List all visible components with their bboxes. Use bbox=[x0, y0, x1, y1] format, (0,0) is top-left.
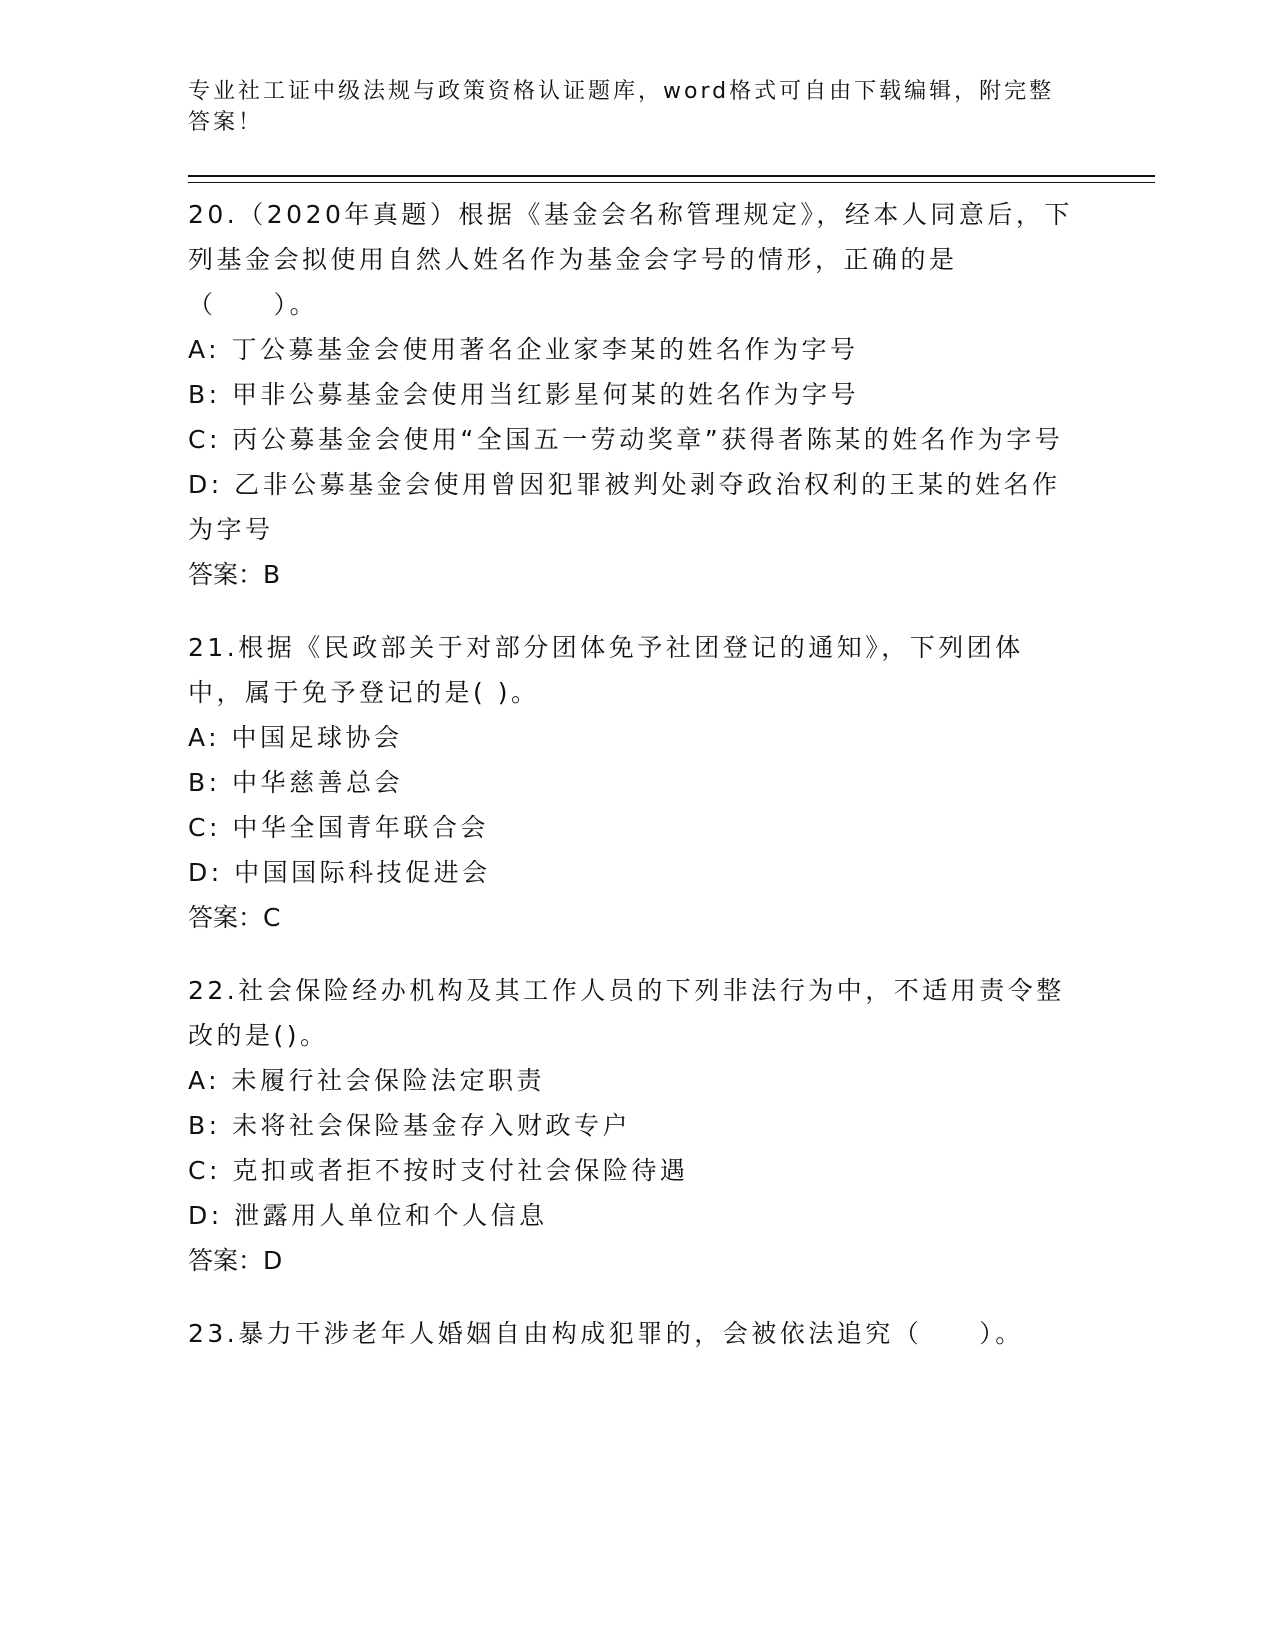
option-a: A: 中国足球协会 bbox=[188, 723, 403, 752]
header-divider-thick bbox=[188, 175, 1155, 177]
answer-line: 答案：B bbox=[188, 560, 281, 589]
question-stem: 23.暴力干涉老年人婚姻自由构成犯罪的，会被依法追究（ ）。 bbox=[188, 1319, 1024, 1348]
option-d: D: 泄露用人单位和个人信息 bbox=[188, 1201, 548, 1230]
question-20 bbox=[188, 192, 1078, 597]
option-a: A: 丁公募基金会使用著名企业家李某的姓名作为字号 bbox=[188, 335, 859, 364]
option-b: B: 甲非公募基金会使用当红影星何某的姓名作为字号 bbox=[188, 380, 860, 409]
question-22 bbox=[188, 968, 1078, 1283]
header-divider-thin bbox=[188, 182, 1155, 183]
question-23 bbox=[188, 1311, 1078, 1356]
option-b: B: 中华慈善总会 bbox=[188, 768, 404, 797]
option-d: D: 乙非公募基金会使用曾因犯罪被判处剥夺政治权利的王某的姓名作为字号 bbox=[188, 470, 1061, 544]
question-stem: 20.（2020年真题）根据《基金会名称管理规定》，经本人同意后，下列基金会拟使用自然人姓名作为基金会字号的情形，正确的是（ ）。 bbox=[188, 200, 1073, 319]
option-b: B: 未将社会保险基金存入财政专户 bbox=[188, 1111, 632, 1140]
question-21 bbox=[188, 625, 1078, 940]
question-stem: 22.社会保险经办机构及其工作人员的下列非法行为中，不适用责令整改的是()。 bbox=[188, 976, 1065, 1050]
question-stem: 21.根据《民政部关于对部分团体免予社团登记的通知》，下列团体中，属于免予登记的是( )。 bbox=[188, 633, 1024, 707]
page-header-text: 专业社工证中级法规与政策资格认证题库，word格式可自由下载编辑，附完整答案！ bbox=[188, 79, 1055, 135]
answer-line: 答案：C bbox=[188, 903, 281, 932]
option-d: D: 中国国际科技促进会 bbox=[188, 858, 491, 887]
option-a: A: 未履行社会保险法定职责 bbox=[188, 1066, 546, 1095]
option-c: C: 丙公募基金会使用“全国五一劳动奖章”获得者陈某的姓名作为字号 bbox=[188, 425, 1064, 454]
answer-line: 答案：D bbox=[188, 1246, 283, 1275]
option-c: C: 克扣或者拒不按时支付社会保险待遇 bbox=[188, 1156, 689, 1185]
option-c: C: 中华全国青年联合会 bbox=[188, 813, 489, 842]
question-list bbox=[188, 192, 1078, 1384]
